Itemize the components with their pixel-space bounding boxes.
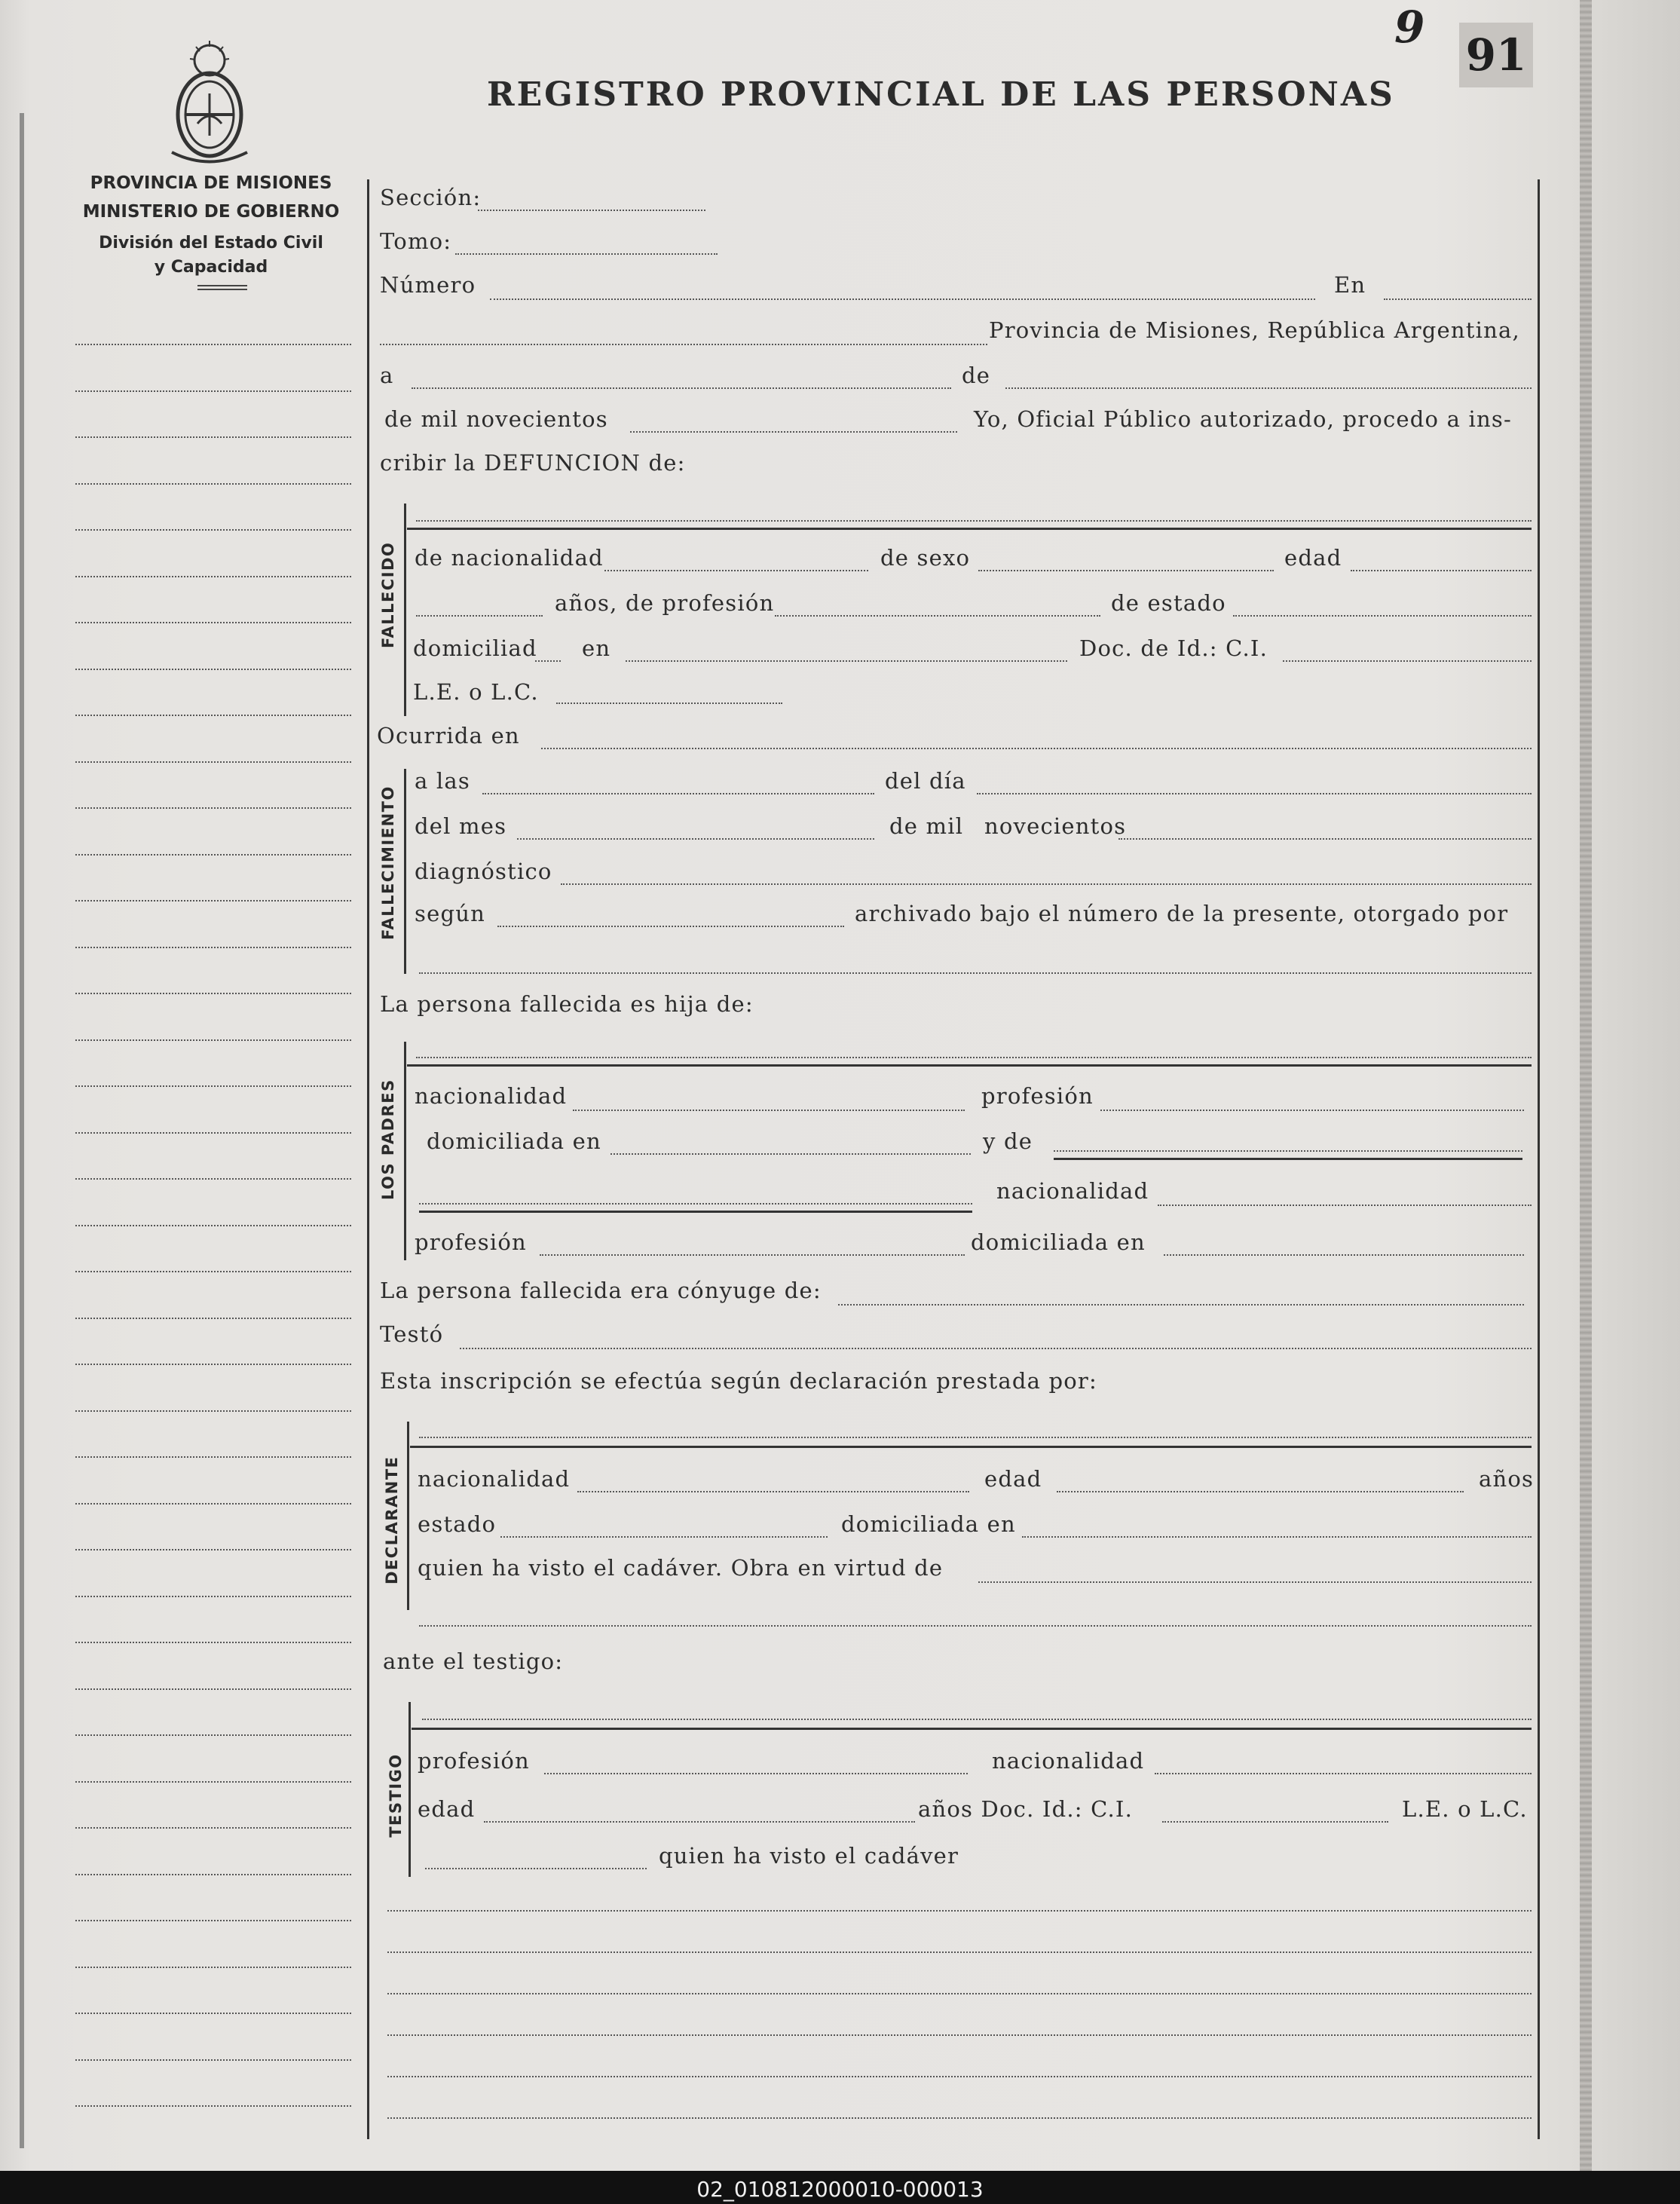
declarante-bracket [407,1422,409,1610]
testo-label: Testó [380,1321,444,1347]
declaracion-text: Esta inscripción se efectúa según declaración prestada por: [380,1368,1097,1394]
margin-note-line[interactable] [75,1364,351,1365]
declarante-edad-field[interactable] [1057,1491,1464,1492]
margin-note-line[interactable] [75,1178,351,1180]
edad-field[interactable] [1351,570,1532,571]
testigo-profesion-field[interactable] [544,1773,968,1774]
declarante-nacionalidad-field[interactable] [577,1491,969,1492]
domiciliad-suffix-field[interactable] [535,660,561,662]
margin-note-line[interactable] [75,1318,351,1319]
obra-virtud-field[interactable] [978,1581,1532,1583]
margin-note-line[interactable] [75,1549,351,1550]
oficial-text: Yo, Oficial Público autorizado, procedo a ins- [974,406,1512,432]
edad-label: edad [1284,545,1342,571]
y-de-label: y de [983,1128,1033,1154]
testo-field[interactable] [460,1348,1532,1349]
fallecido-nombre-rule [407,528,1532,530]
coat-of-arms-seal [164,39,255,167]
content-left-rule [367,179,369,2139]
seccion-label: Sección: [380,185,482,210]
testigo-nombre-field[interactable] [422,1719,1532,1720]
margin-note-line[interactable] [75,1688,351,1690]
mes-field[interactable] [1005,387,1532,389]
margin-note-line[interactable] [75,483,351,485]
declarante-edad-label: edad [984,1466,1042,1492]
tomo-label: Tomo: [380,228,452,254]
hora-field[interactable] [482,793,874,794]
estado-field[interactable] [1233,615,1532,617]
madre-nacionalidad-field[interactable] [1158,1205,1532,1206]
de-label: de [962,363,991,388]
margin-note-line[interactable] [75,1085,351,1087]
madre-nombre-field[interactable] [1054,1150,1522,1152]
padre-nombre-rule [407,1064,1532,1067]
madre-nombre-rule [1054,1158,1522,1160]
padre-nacionalidad-field[interactable] [573,1110,965,1111]
issuer-division: División del Estado Civil [99,234,323,253]
testigo-le-lc-field[interactable] [425,1868,647,1869]
domicilio-en-label: en [582,635,611,661]
fallecimiento-side-label: FALLECIMIENTO [379,785,397,940]
padre-profesion-field[interactable] [1100,1110,1524,1111]
diagnostico-label: diagnóstico [415,859,552,884]
margin-note-line[interactable] [75,1225,351,1226]
sexo-label: de sexo [880,545,971,571]
margin-note-line[interactable] [75,1874,351,1875]
de-mil-novecientos-label: de mil novecientos [384,406,608,432]
declarante-domiciliada-label: domiciliada en [841,1511,1016,1537]
margin-note-line[interactable] [75,1456,351,1458]
padres-bracket [404,1042,406,1260]
anio-field[interactable] [630,431,957,433]
fallecido-nombre-field[interactable] [416,520,1532,522]
issuer-ministry: MINISTERIO DE GOBIERNO [82,202,340,222]
testigo-edad-field[interactable] [484,1821,915,1823]
note-line[interactable] [387,1910,1532,1912]
note-line[interactable] [387,2117,1532,2119]
margin-note-line[interactable] [75,1734,351,1736]
margin-note-line[interactable] [75,2013,351,2014]
domiciliad-label: domiciliad [413,635,537,661]
testigo-profesion-label: profesión [418,1748,530,1774]
madre-profesion-field[interactable] [540,1254,965,1256]
note-line[interactable] [387,2076,1532,2077]
margin-note-line[interactable] [75,529,351,531]
note-line[interactable] [387,1951,1532,1953]
a-las-label: a las [415,768,470,794]
madre-domicilio-field[interactable] [1164,1254,1524,1256]
padre-domiciliada-label: domiciliada en [427,1128,601,1154]
ante-testigo-label: ante el testigo: [383,1648,564,1674]
margin-note-line[interactable] [75,993,351,994]
binding-edge [20,113,24,2148]
page-number-stamp: 91 [1459,23,1533,87]
margin-note-line[interactable] [75,947,351,948]
nacionalidad-label: de nacionalidad [415,545,604,571]
del-mes-label: del mes [415,813,507,839]
margin-note-line[interactable] [75,1132,351,1134]
numero-label: Número [380,272,476,298]
de-mil-label: de mil [889,813,964,839]
testigo-nacionalidad-field[interactable] [1155,1773,1532,1774]
margin-note-line[interactable] [75,1039,351,1041]
le-lc-label: L.E. o L.C. [413,679,539,705]
en-label: En [1334,272,1366,298]
segun-field[interactable] [497,926,844,927]
testigo-nacionalidad-label: nacionalidad [992,1748,1145,1774]
declarante-domicilio-field[interactable] [1022,1536,1532,1538]
margin-note-line[interactable] [75,1596,351,1597]
margin-note-line[interactable] [75,1967,351,1968]
right-edge [1580,0,1592,2171]
issuer-divider [197,285,247,290]
margin-note-line[interactable] [75,854,351,856]
content-right-rule [1538,179,1540,2139]
declarante-visto-text: quien ha visto el cadáver. Obra en virtud de [418,1555,944,1581]
lugar-field[interactable] [380,344,987,345]
testigo-bracket [409,1702,411,1877]
margin-note-line[interactable] [75,669,351,670]
madre-nacionalidad-label: nacionalidad [996,1178,1149,1204]
madre-domiciliada-label: domiciliada en [971,1229,1146,1255]
ocurrida-en-field[interactable] [541,748,1532,749]
ocurrida-en-label: Ocurrida en [377,723,520,748]
fallecido-side-label: FALLECIDO [379,541,397,648]
le-lc-field[interactable] [556,703,782,704]
margin-note-line[interactable] [75,1503,351,1505]
margin-note-line[interactable] [75,807,351,809]
margin-note-line[interactable] [75,1410,351,1412]
madre-nombre-cont-rule [419,1211,972,1213]
margin-note-line[interactable] [75,1920,351,1921]
margin-note-line[interactable] [75,1781,351,1783]
margin-note-line[interactable] [75,715,351,716]
page-title: REGISTRO PROVINCIAL DE LAS PERSONAS [487,75,1395,114]
a-label: a [380,363,394,388]
margin-note-line[interactable] [75,761,351,763]
padre-domicilio-field[interactable] [610,1153,971,1155]
issuer-capacidad: y Capacidad [154,258,268,277]
testigo-anos-doc-label: años Doc. Id.: C.I. [918,1796,1133,1822]
estado-label: de estado [1111,590,1226,616]
padre-nombre-field[interactable] [416,1057,1532,1058]
ci-field[interactable] [1283,660,1532,662]
testigo-visto-text: quien ha visto el cadáver [659,1843,959,1869]
padre-nacionalidad-label: nacionalidad [415,1083,568,1109]
domicilio-field[interactable] [626,660,1067,662]
margin-note-line[interactable] [75,436,351,438]
margin-note-line[interactable] [75,1642,351,1643]
note-line[interactable] [387,2034,1532,2036]
dia-field[interactable] [412,387,951,389]
doc-id-label: Doc. de Id.: C.I. [1079,635,1268,661]
fallecimiento-bracket [404,769,406,974]
mes-fallecimiento-field[interactable] [517,838,874,840]
otorgado-por-field[interactable] [419,972,1532,974]
anio-fallecimiento-field[interactable] [1118,838,1532,840]
conyuge-label: La persona fallecida era cónyuge de: [380,1278,822,1303]
testigo-nombre-rule [412,1728,1532,1730]
madre-nombre-cont-field[interactable] [419,1203,972,1205]
margin-note-line[interactable] [75,576,351,577]
obra-virtud-cont-field[interactable] [419,1625,1532,1627]
margin-note-line[interactable] [75,344,351,345]
padres-side-label: LOS PADRES [379,1079,397,1200]
margin-note-line[interactable] [75,1827,351,1829]
provincia-text: Provincia de Misiones, República Argentina, [989,317,1520,343]
en-field[interactable] [1384,298,1532,300]
madre-profesion-label: profesión [415,1229,527,1255]
fallecido-bracket [404,504,406,716]
segun-label: según [415,901,485,926]
nacionalidad-field[interactable] [604,570,868,571]
hija-de-label: La persona fallecida es hija de: [380,991,754,1017]
declarante-nombre-field[interactable] [419,1437,1532,1438]
issuer-province: PROVINCIA DE MISIONES [90,173,332,193]
del-dia-label: del día [885,768,966,794]
margin-note-line[interactable] [75,1271,351,1272]
note-line[interactable] [387,1993,1532,1994]
anos-profesion-label: años, de profesión [555,590,775,616]
margin-note-line[interactable] [75,2105,351,2107]
archivado-text: archivado bajo el número de la presente, otorgado por [855,901,1509,926]
tomo-field[interactable] [455,253,718,255]
numero-field[interactable] [490,298,1315,300]
declarante-estado-field[interactable] [500,1536,828,1538]
testigo-side-label: TESTIGO [387,1753,405,1838]
margin-note-line[interactable] [75,390,351,392]
declarante-side-label: DECLARANTE [383,1456,401,1584]
anos-field[interactable] [416,615,543,617]
scan-file-id: 02_010812000010-000013 [696,2177,984,2202]
margin-note-line[interactable] [75,622,351,623]
testigo-edad-label: edad [418,1796,476,1822]
testigo-le-lc-label: L.E. o L.C. [1402,1796,1528,1822]
margin-note-line[interactable] [75,900,351,901]
seccion-field[interactable] [478,210,705,211]
profesion-field[interactable] [775,615,1100,617]
declarante-estado-label: estado [418,1511,497,1537]
dia-fallecimiento-field[interactable] [977,793,1532,794]
diagnostico-field[interactable] [561,883,1532,885]
declarante-nacionalidad-label: nacionalidad [418,1466,571,1492]
novecientos-label: novecientos [984,813,1127,839]
testigo-ci-field[interactable] [1162,1821,1388,1823]
declarante-anos-label: años [1479,1466,1535,1492]
declarante-nombre-rule [410,1446,1532,1448]
margin-note-line[interactable] [75,2059,351,2061]
conyuge-field[interactable] [838,1304,1524,1306]
sexo-field[interactable] [978,570,1274,571]
handwritten-folio-mark: 9 [1394,2,1425,53]
padre-profesion-label: profesión [981,1083,1094,1109]
cribir-text: cribir la DEFUNCION de: [380,450,686,476]
